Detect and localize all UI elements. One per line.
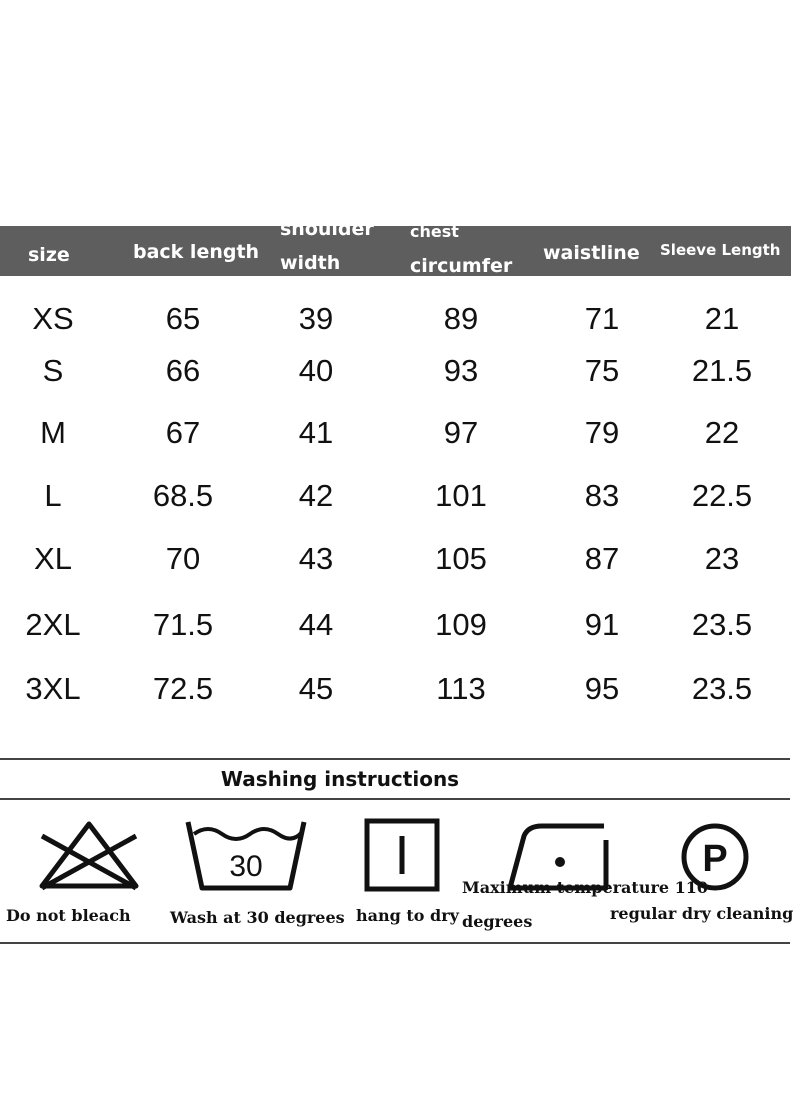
- header-shoulder-width: [280, 212, 374, 280]
- cell-sleeve: 22: [704, 415, 740, 450]
- header-chest-line1: chest: [410, 222, 459, 241]
- caption-iron-line2: degrees: [462, 912, 533, 931]
- table-row: [0, 605, 791, 645]
- cell-back-length: 66: [165, 353, 201, 388]
- table-row: [0, 539, 791, 579]
- header-chest-line2: circumfer: [410, 255, 513, 277]
- wash-30-text: 30: [229, 850, 263, 883]
- table-row: [0, 299, 791, 339]
- caption-wash-30: Wash at 30 degrees: [170, 908, 345, 927]
- size-chart-table: [0, 218, 791, 706]
- header-waistline: waistline: [543, 242, 640, 264]
- dry-clean-p-icon: [680, 822, 750, 892]
- washing-instructions-panel: [0, 758, 794, 944]
- header-sleeve-length: Sleeve Length: [660, 241, 781, 259]
- divider: [0, 798, 790, 800]
- cell-sleeve: 21: [704, 301, 740, 336]
- cell-chest: 93: [443, 353, 479, 388]
- cell-size: XS: [32, 301, 74, 336]
- cell-shoulder: 39: [298, 301, 334, 336]
- table-row: [0, 476, 791, 516]
- cell-sleeve: 23.5: [691, 607, 753, 642]
- cell-size: 2XL: [25, 607, 81, 642]
- cell-sleeve: 23: [704, 541, 740, 576]
- cell-waist: 87: [584, 541, 620, 576]
- washing-title: Washing instructions: [220, 767, 460, 791]
- size-chart-header: [0, 218, 791, 277]
- cell-chest: 113: [436, 671, 486, 706]
- cell-waist: 71: [584, 301, 620, 336]
- cell-shoulder: 40: [298, 353, 334, 388]
- dry-clean-p-text: P: [702, 838, 728, 880]
- cell-shoulder: 44: [298, 607, 334, 642]
- cell-chest: 109: [435, 607, 487, 642]
- header-shoulder-line1: shoulder: [280, 218, 374, 240]
- cell-back-length: 71.5: [152, 607, 214, 642]
- header-size: size: [28, 244, 70, 266]
- cell-shoulder: 42: [298, 478, 334, 513]
- do-not-bleach-icon: [36, 820, 142, 892]
- cell-waist: 75: [584, 353, 620, 388]
- cell-back-length: 70: [165, 541, 201, 576]
- header-chest-circumference: [410, 214, 512, 283]
- table-row: [0, 351, 791, 391]
- cell-back-length: 67: [165, 415, 201, 450]
- cell-waist: 91: [584, 607, 620, 642]
- header-shoulder-line2: width: [280, 252, 341, 274]
- cell-sleeve: 23.5: [691, 671, 753, 706]
- wash-30-icon: [184, 818, 308, 892]
- caption-dry-clean: regular dry cleaning: [610, 904, 794, 923]
- cell-size: L: [44, 478, 62, 513]
- cell-back-length: 65: [165, 301, 201, 336]
- cell-chest: 105: [435, 541, 487, 576]
- cell-waist: 83: [584, 478, 620, 513]
- caption-hang-dry: hang to dry: [356, 906, 459, 925]
- caption-iron-line1: Maximum temperature 110: [462, 878, 709, 897]
- cell-size: XL: [34, 541, 72, 576]
- cell-waist: 79: [584, 415, 620, 450]
- cell-size: S: [42, 353, 64, 388]
- table-row: [0, 669, 791, 709]
- cell-chest: 89: [443, 301, 479, 336]
- cell-chest: 97: [443, 415, 479, 450]
- cell-shoulder: 43: [298, 541, 334, 576]
- header-back-length: back length: [133, 241, 260, 263]
- cell-back-length: 68.5: [152, 478, 214, 513]
- cell-shoulder: 45: [298, 671, 334, 706]
- cell-chest: 101: [435, 478, 487, 513]
- cell-shoulder: 41: [298, 415, 334, 450]
- cell-sleeve: 21.5: [691, 353, 753, 388]
- caption-do-not-bleach: Do not bleach: [6, 906, 131, 925]
- cell-waist: 95: [584, 671, 620, 706]
- cell-back-length: 72.5: [152, 671, 214, 706]
- cell-size: 3XL: [25, 671, 81, 706]
- table-row: [0, 413, 791, 453]
- cell-size: M: [40, 415, 66, 450]
- cell-sleeve: 22.5: [691, 478, 753, 513]
- hang-dry-icon: [364, 818, 440, 892]
